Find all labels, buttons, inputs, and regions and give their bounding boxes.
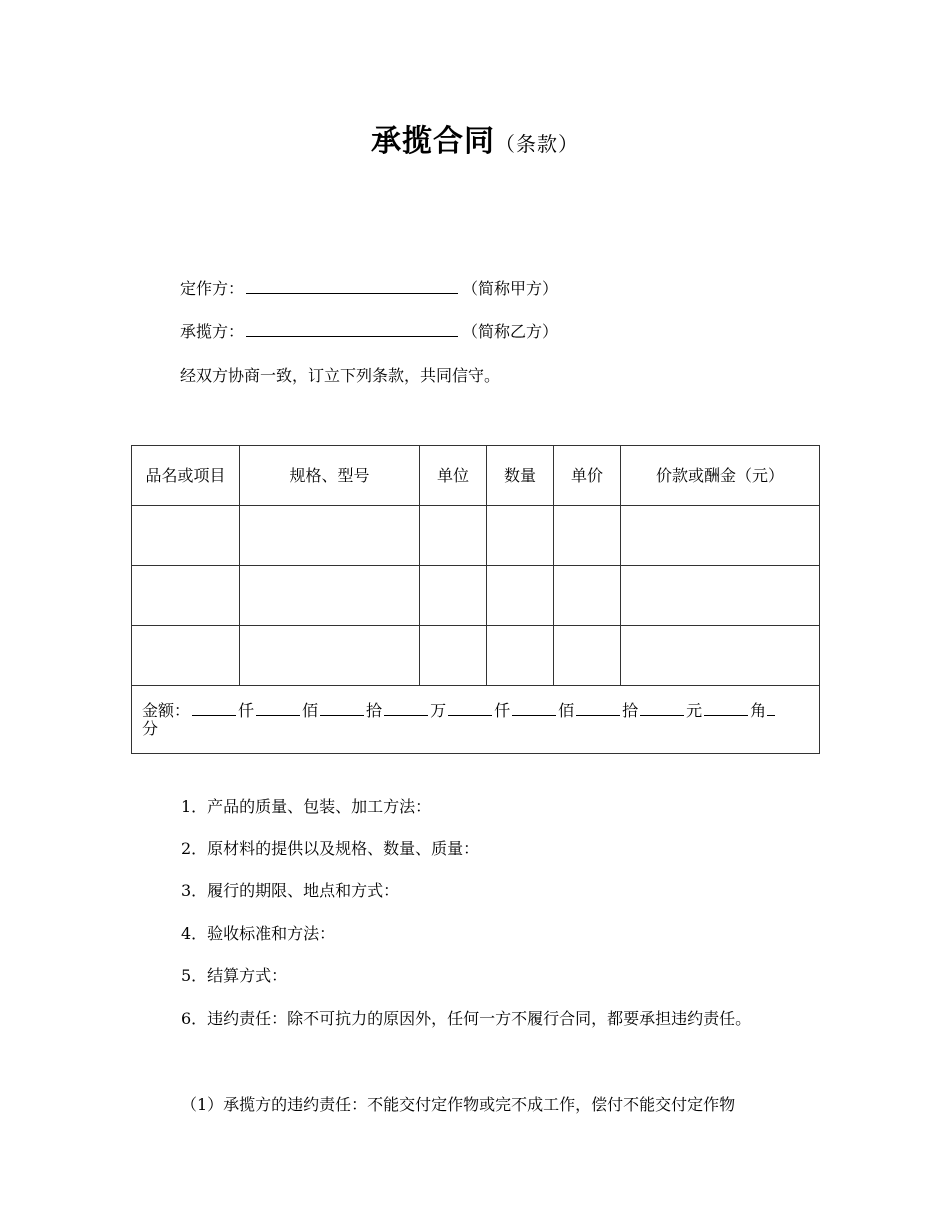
table-cell[interactable] <box>420 566 487 626</box>
contractor-suffix: （简称乙方） <box>462 322 559 341</box>
header-spec: 规格、型号 <box>240 446 420 506</box>
table-row <box>132 506 820 566</box>
table-cell[interactable] <box>487 626 554 686</box>
amount-cell <box>132 686 820 754</box>
table-cell[interactable] <box>132 566 240 626</box>
table-cell[interactable] <box>487 506 554 566</box>
table-cell[interactable] <box>621 506 820 566</box>
amount-label: 金额： <box>142 700 191 720</box>
table-cell[interactable] <box>420 506 487 566</box>
table-cell[interactable] <box>132 506 240 566</box>
owner-label: 定作方： <box>180 279 245 298</box>
header-item: 品名或项目 <box>132 446 240 506</box>
table-cell[interactable] <box>240 506 420 566</box>
contractor-line <box>180 319 558 342</box>
amount-unit: 元 <box>686 700 703 720</box>
amount-unit: 拾 <box>622 700 639 720</box>
table-cell[interactable] <box>554 506 621 566</box>
amount-blank[interactable] <box>256 702 300 716</box>
amount-unit: 拾 <box>366 700 383 720</box>
table-cell[interactable] <box>554 566 621 626</box>
table-header-row <box>132 446 820 506</box>
amount-blank[interactable] <box>704 702 748 716</box>
table-cell[interactable] <box>240 626 420 686</box>
title-sub: （条款） <box>495 132 579 156</box>
amount-row <box>132 686 820 754</box>
clause-3: 3．履行的期限、地点和方式： <box>181 881 400 900</box>
amount-unit: 仟 <box>494 700 511 720</box>
amount-blank[interactable] <box>192 702 236 716</box>
table-cell[interactable] <box>240 566 420 626</box>
clause-4: 4．验收标准和方法： <box>181 924 336 943</box>
amount-unit: 仟 <box>238 700 255 720</box>
amount-unit: 佰 <box>558 700 575 720</box>
contractor-label: 承揽方： <box>180 322 245 341</box>
table-cell[interactable] <box>132 626 240 686</box>
amount-unit: 角 <box>750 700 767 720</box>
owner-line <box>180 276 558 299</box>
clause-2: 2．原材料的提供以及规格、数量、质量： <box>181 839 480 858</box>
table-row <box>132 566 820 626</box>
header-unit-price: 单价 <box>554 446 621 506</box>
amount-blank[interactable] <box>448 702 492 716</box>
amount-blank[interactable] <box>767 702 775 716</box>
amount-blank[interactable] <box>576 702 620 716</box>
header-amount: 价款或酬金（元） <box>621 446 820 506</box>
header-quantity: 数量 <box>487 446 554 506</box>
amount-unit: 万 <box>430 700 447 720</box>
table-cell[interactable] <box>554 626 621 686</box>
table-cell[interactable] <box>487 566 554 626</box>
intro-text: 经双方协商一致，订立下列条款，共同信守。 <box>180 366 501 385</box>
header-unit: 单位 <box>420 446 487 506</box>
clause-1: 1．产品的质量、包装、加工方法： <box>181 797 432 816</box>
owner-blank[interactable] <box>246 279 458 294</box>
amount-unit-fen: 分 <box>142 718 159 738</box>
amount-unit: 佰 <box>302 700 319 720</box>
amount-blank[interactable] <box>512 702 556 716</box>
clause-6: 6．违约责任：除不可抗力的原因外，任何一方不履行合同，都要承担违约责任。 <box>181 1009 752 1028</box>
amount-blank[interactable] <box>384 702 428 716</box>
item-table <box>131 445 820 754</box>
amount-blank[interactable] <box>640 702 684 716</box>
document-title <box>0 116 950 160</box>
table-cell[interactable] <box>420 626 487 686</box>
clause-6-1: （1）承揽方的违约责任：不能交付定作物或完不成工作，偿付不能交付定作物 <box>181 1095 736 1114</box>
table-row <box>132 626 820 686</box>
table-cell[interactable] <box>621 626 820 686</box>
amount-blank[interactable] <box>320 702 364 716</box>
title-main: 承揽合同 <box>371 124 495 159</box>
table-cell[interactable] <box>621 566 820 626</box>
contractor-blank[interactable] <box>246 322 458 337</box>
clause-5: 5．结算方式： <box>181 966 288 985</box>
owner-suffix: （简称甲方） <box>462 279 559 298</box>
